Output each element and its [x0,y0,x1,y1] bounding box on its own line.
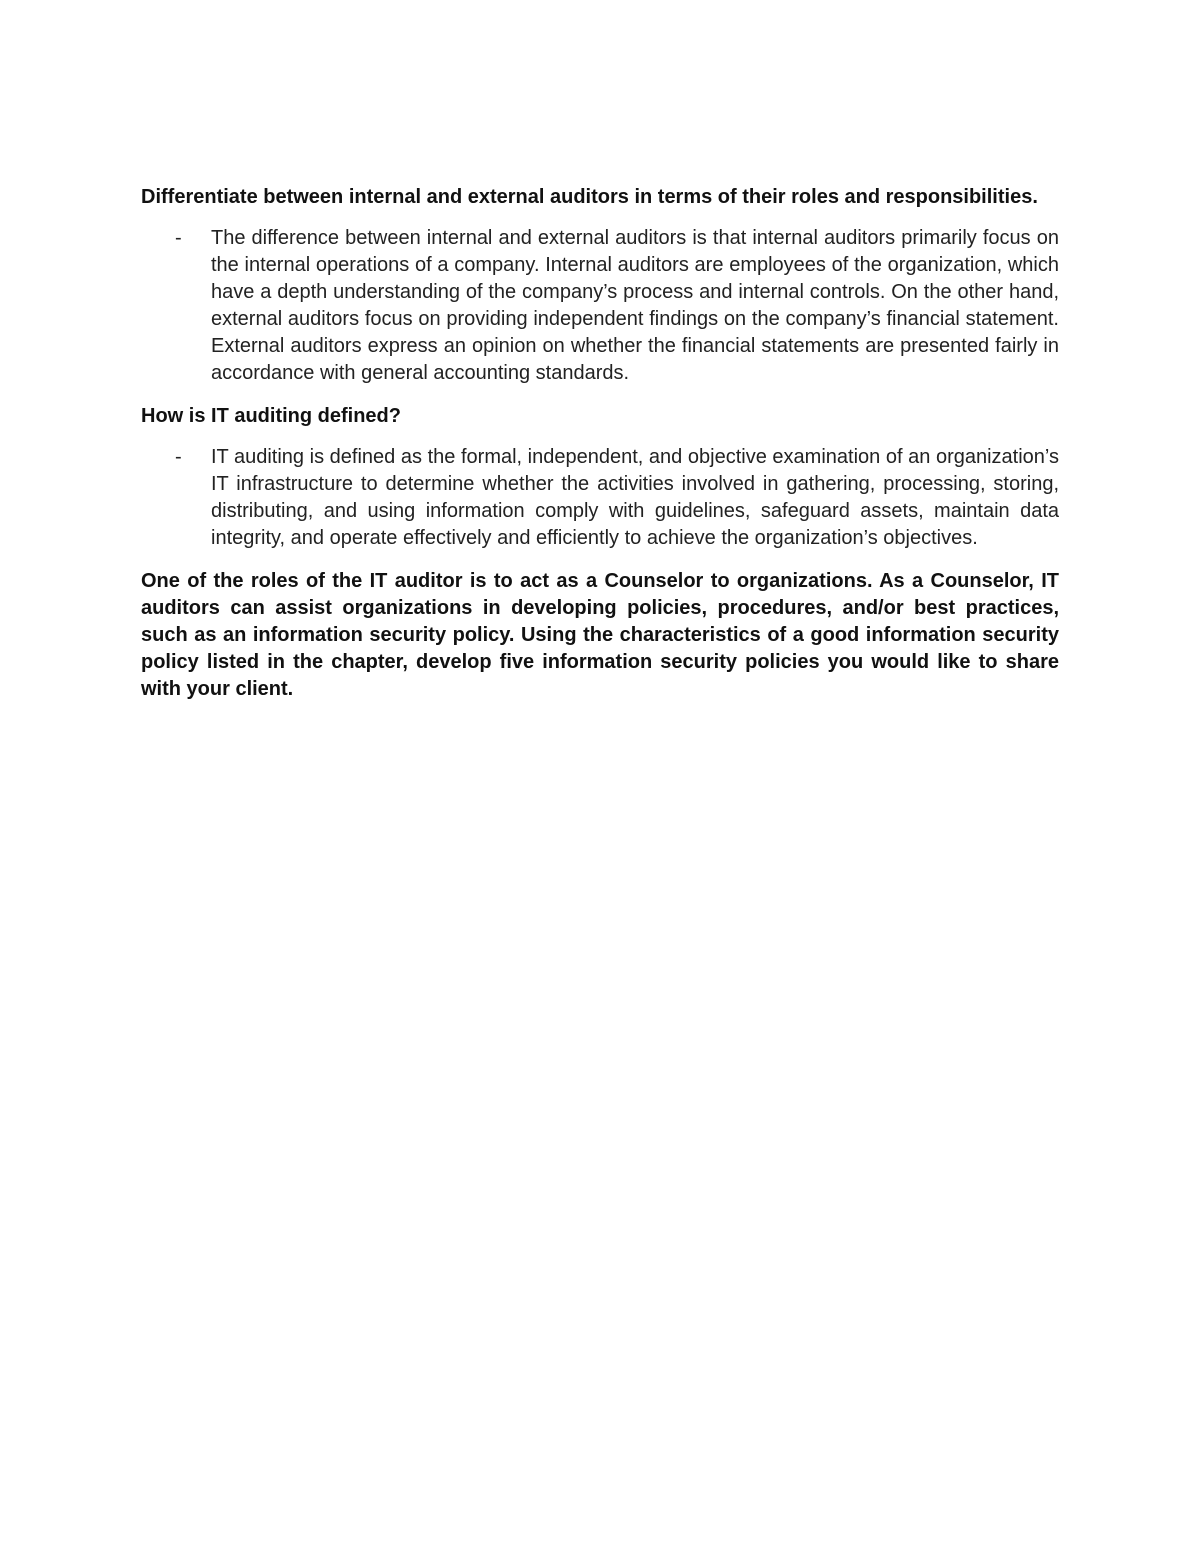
bullet-dash: - [175,446,182,468]
answer-text-roles: The difference between internal and external auditors is that internal auditors primarily focus on the internal operations of a company. Internal auditors are employees of the organization, which have a depth understanding of the company’s process and internal controls. On the other hand, external auditors focus on providing independent findings on the company’s financial statement. External auditors express an opinion on whether the financial statements are presented fairly in accordance with general accounting standards. [211,227,1059,384]
question-heading-counselor: One of the roles of the IT auditor is to act as a Counselor to organizations. As a Counselor, IT auditors can assist organizations in developing policies, procedures, and/or best practices, such as an information security policy. Using the characteristics of a good information security policy listed in the chapter, develop five information security policies you would like to share with your client. [141,570,1059,700]
bullet-dash: - [175,227,182,249]
document-page [141,184,1059,703]
question-heading-roles: Differentiate between internal and external auditors in terms of their roles and responsibilities. [141,186,1038,208]
answer-bullet-it-auditing [141,444,1059,552]
question-heading-it-auditing: How is IT auditing defined? [141,405,401,427]
answer-bullet-roles [141,225,1059,387]
answer-text-it-auditing: IT auditing is defined as the formal, independent, and objective examination of an organization’s IT infrastructure to determine whether the activities involved in gathering, processing, storing, distributing, and using information comply with guidelines, safeguard assets, maintain data integrity, and operate effectively and efficiently to achieve the organization’s objectives. [211,446,1059,549]
